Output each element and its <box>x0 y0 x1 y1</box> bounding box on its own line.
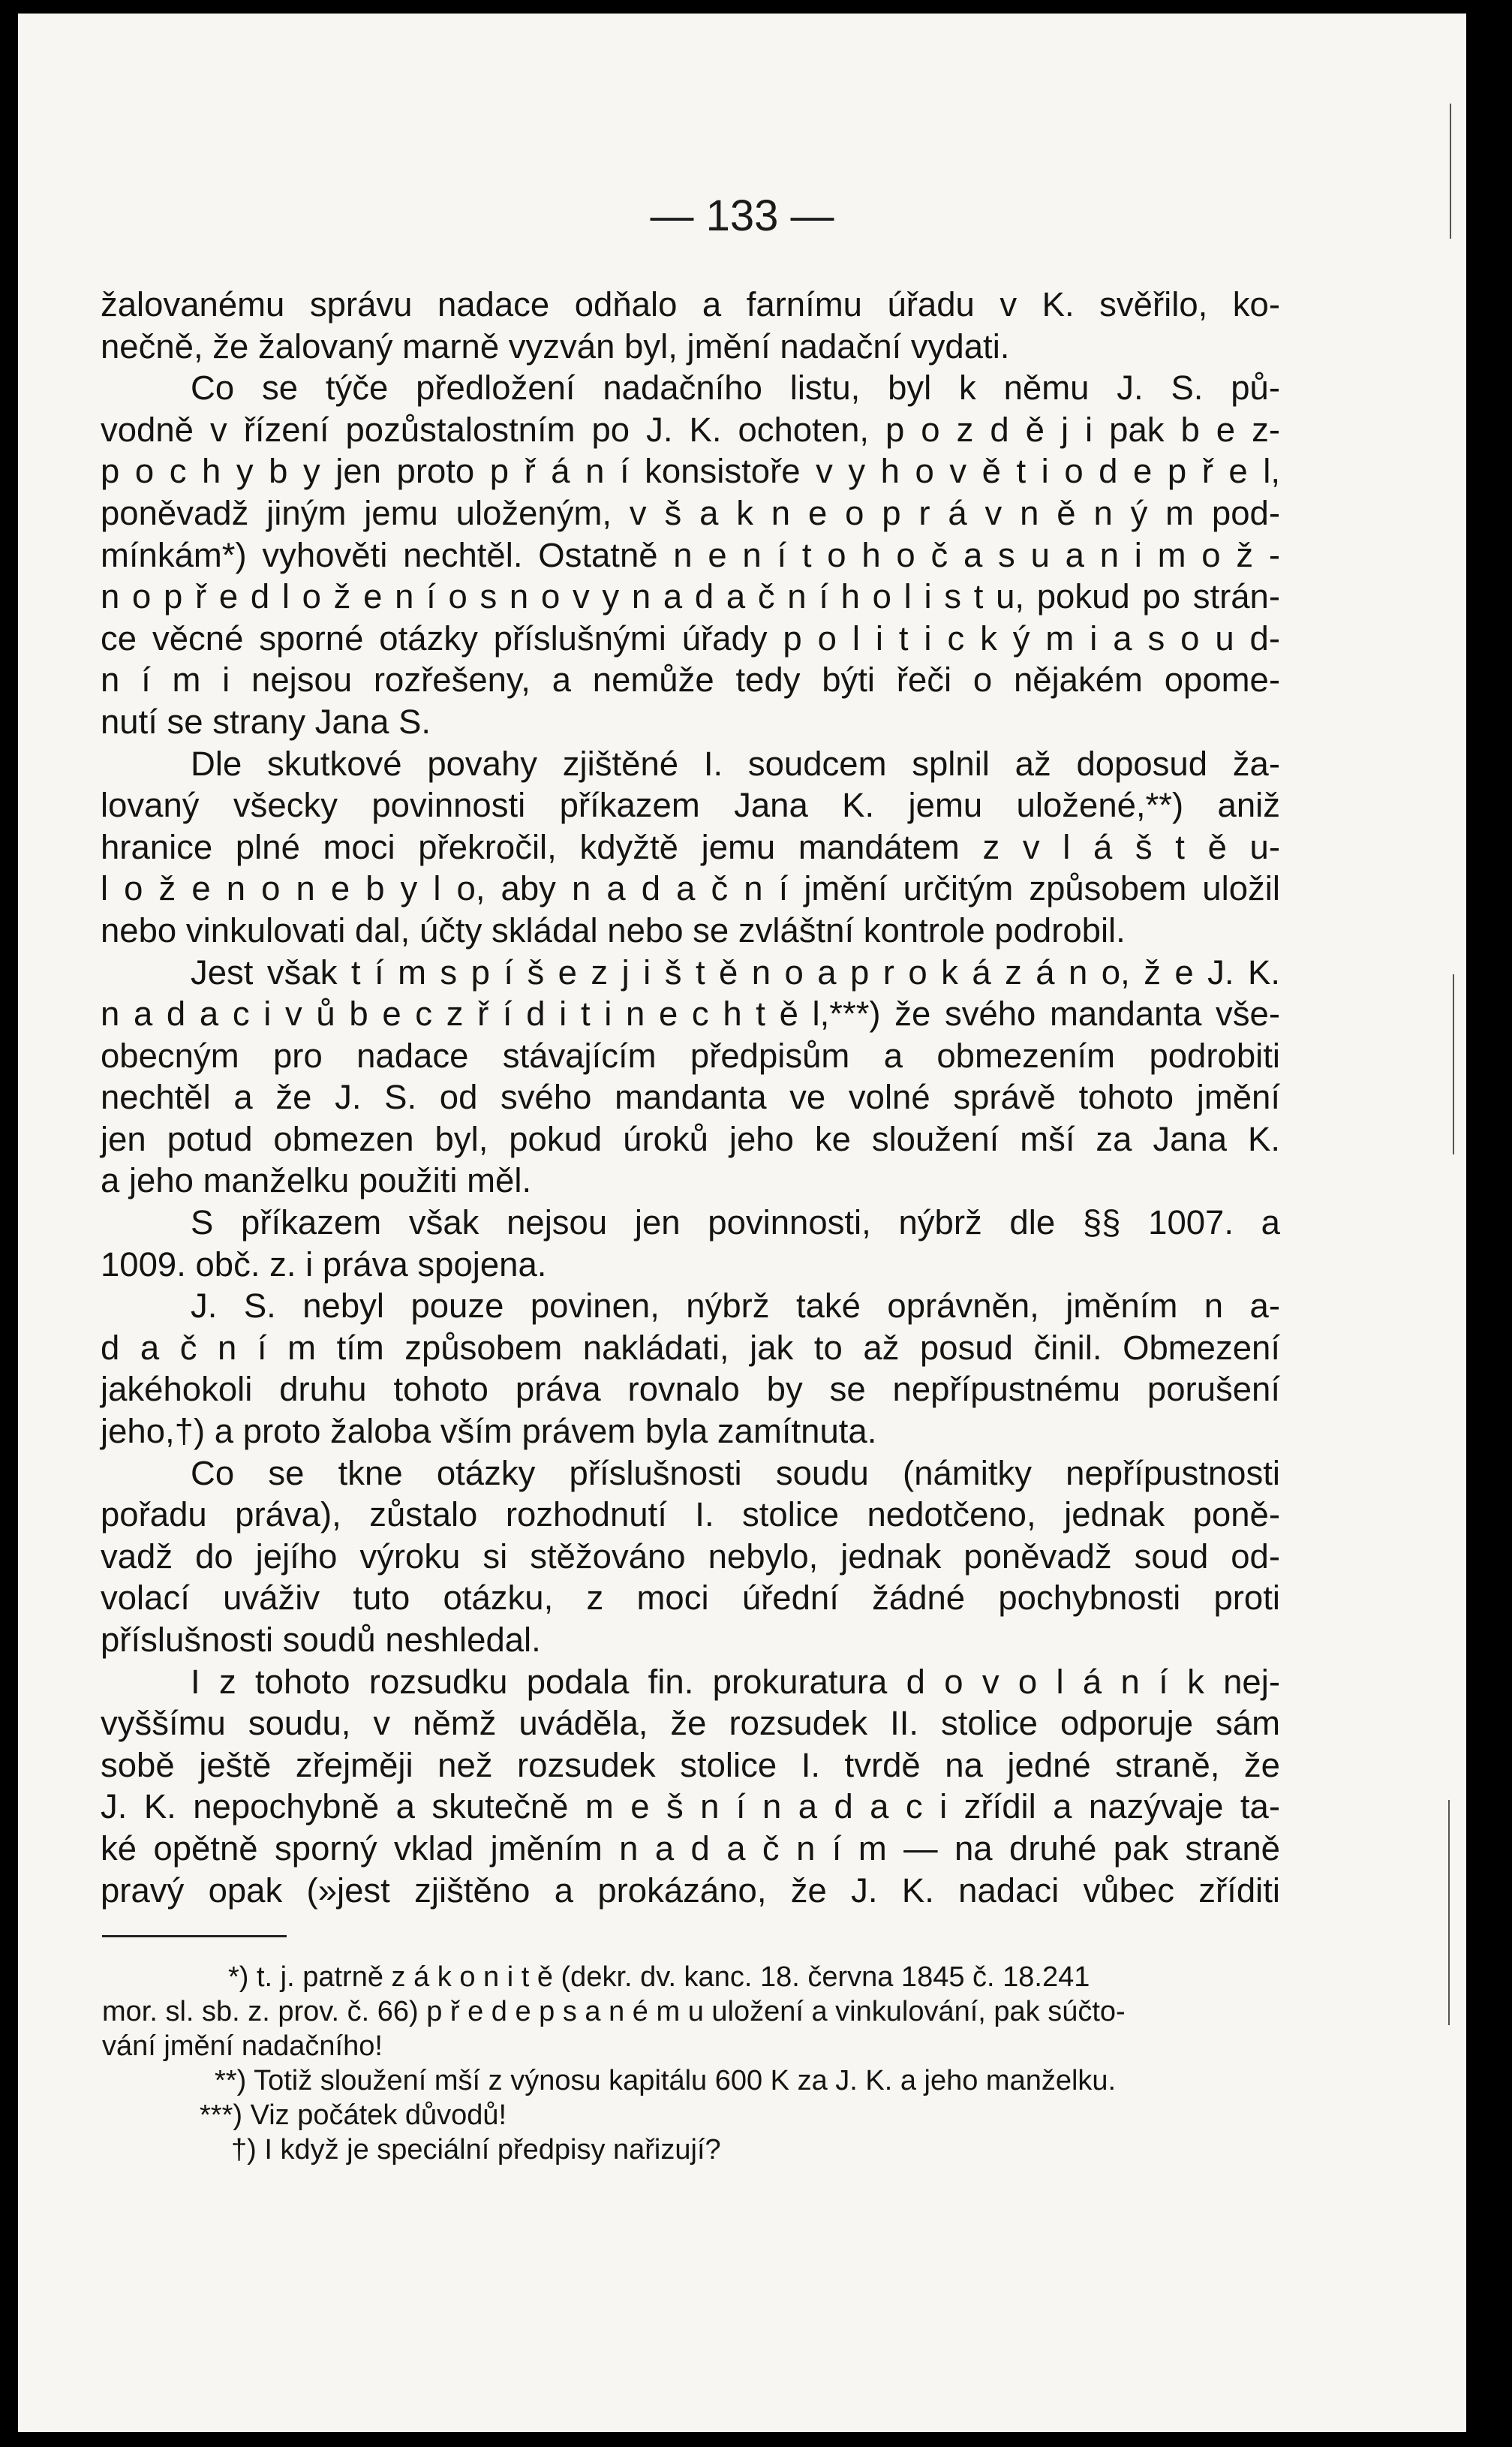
text-line: nebo vinkulovati dal, účty skládal nebo se zvláštní kontrole podrobil. <box>101 910 1126 950</box>
scanned-page <box>18 14 1466 2432</box>
text-line: 1009. obč. z. i práva spojena. <box>101 1245 547 1284</box>
text-line: n í m i nejsou rozřešeny, a nemůže tedy býti řeči o nějakém opome- <box>101 661 1280 700</box>
text-line: Jest však t í m s p í š e z j i š t ě n o a p r o k á z á n o, ž e J. K. <box>191 953 1280 992</box>
text-line: a jeho manželku použiti měl. <box>101 1161 532 1200</box>
scan-artifact <box>1453 974 1454 1154</box>
text-line: nečně, že žalovaný marně vyzván byl, jmění nadační vydati. <box>101 327 1010 366</box>
text-line: ce věcné sporné otázky příslušnými úřady p o l i t i c k ý m i a s o u d- <box>101 619 1280 658</box>
text-line: hranice plné moci překročil, kdyžtě jemu mandátem z v l á š t ě u- <box>101 827 1280 866</box>
footnote-line: vání jmění nadačního! <box>102 2030 383 2062</box>
text-line: Co se tkne otázky příslušnosti soudu (námitky nepřípustnosti <box>191 1453 1280 1492</box>
text-line: jen potud obmezen byl, pokud úroků jeho ke sloužení mší za Jana K. <box>101 1119 1280 1158</box>
text-line: sobě ještě zřejměji než rozsudek stolice I. tvrdě na jedné straně, že <box>101 1745 1280 1784</box>
footnote-line: †) I když je speciální předpisy nařizují? <box>231 2134 721 2166</box>
text-line: l o ž e n o n e b y l o, aby n a d a č n í jmění určitým způsobem uložil <box>101 869 1280 908</box>
text-line: jakéhokoli druhu tohoto práva rovnalo by se nepřípustnému porušení <box>101 1370 1280 1409</box>
scan-artifact <box>1448 1800 1450 2025</box>
text-line: n o p ř e d l o ž e n í o s n o v y n a d a č n í h o l i s t u, pokud po strán- <box>101 577 1280 616</box>
text-line: nechtěl a že J. S. od svého mandanta ve volné správě tohoto jmění <box>101 1078 1280 1117</box>
text-line: Dle skutkové povahy zjištěné I. soudcem splnil až doposud ža- <box>191 744 1280 783</box>
text-line: ké opětně sporný vklad jměním n a d a č n í m — na druhé pak straně <box>101 1828 1280 1868</box>
text-line: nutí se strany Jana S. <box>101 702 431 741</box>
footnote-line: **) Totiž sloužení mší z výnosu kapitálu 600 K za J. K. a jeho manželku. <box>215 2065 1117 2096</box>
footnote-line: ***) Viz počátek důvodů! <box>200 2099 507 2131</box>
text-line: vyššímu soudu, v němž uváděla, že rozsudek II. stolice odporuje sám <box>101 1704 1280 1743</box>
text-line: J. K. nepochybně a skutečně m e š n í n a d a c i zřídil a nazývaje ta- <box>101 1787 1280 1826</box>
text-line: J. S. nebyl pouze povinen, nýbrž také oprávněn, jměním n a- <box>191 1287 1280 1326</box>
text-line: obecným pro nadace stávajícím předpisům a obmezením podrobiti <box>101 1036 1280 1075</box>
text-line: příslušnosti soudů neshledal. <box>101 1621 541 1659</box>
text-line: S příkazem však nejsou jen povinnosti, nýbrž dle §§ 1007. a <box>191 1203 1280 1242</box>
text-line: lovaný všecky povinnosti příkazem Jana K. jemu uložené,**) aniž <box>101 786 1280 825</box>
text-line: volací uváživ tuto otázku, z moci úřední žádné pochybnosti proti <box>101 1579 1280 1618</box>
text-line: jeho,†) a proto žaloba vším právem byla zamítnuta. <box>101 1412 877 1451</box>
footnote-line: mor. sl. sb. z. prov. č. 66) p ř e d e p s a n é m u uložení a vinkulování, pak súčto- <box>102 1996 1126 2027</box>
text-line: mínkám*) vyhověti nechtěl. Ostatně n e n í t o h o č a s u a n i m o ž - <box>101 535 1280 574</box>
page-number: — 133 — <box>650 191 834 240</box>
text-line: Co se týče předložení nadačního listu, byl k němu J. S. pů- <box>191 369 1280 408</box>
footnote-rule <box>102 1935 287 1937</box>
text-line: n a d a c i v ů b e c z ř í d i t i n e c h t ě l,***) že svého mandanta vše- <box>101 995 1280 1034</box>
scan-artifact <box>1450 104 1451 239</box>
text-line: p o c h y b y jen proto p ř á n í konsistoře v y h o v ě t i o d e p ř e l, <box>101 452 1280 491</box>
text-line: d a č n í m tím způsobem nakládati, jak to až posud činil. Obmezení <box>101 1328 1280 1367</box>
footnote-line: *) t. j. patrně z á k o n i t ě (dekr. dv. kanc. 18. června 1845 č. 18.241 <box>228 1961 1090 1993</box>
text-line: vodně v řízení pozůstalostním po J. K. ochoten, p o z d ě j i pak b e z- <box>101 410 1280 449</box>
text-line: poněvadž jiným jemu uloženým, v š a k n e o p r á v n ě n ý m pod- <box>101 493 1280 532</box>
text-line: vadž do jejího výroku si stěžováno nebylo, jednak poněvadž soud od- <box>101 1537 1280 1576</box>
body-text <box>101 284 1280 1911</box>
text-line: žalovanému správu nadace odňalo a farnímu úřadu v K. svěřilo, ko- <box>101 285 1280 324</box>
footnotes <box>102 1960 1280 2167</box>
text-line: pravý opak (»jest zjištěno a prokázáno, že J. K. nadaci vůbec zříditi <box>101 1871 1280 1910</box>
text-line: pořadu práva), zůstalo rozhodnutí I. stolice nedotčeno, jednak poně- <box>101 1495 1280 1534</box>
text-line: I z tohoto rozsudku podala fin. prokuratura d o v o l á n í k nej- <box>191 1662 1280 1701</box>
